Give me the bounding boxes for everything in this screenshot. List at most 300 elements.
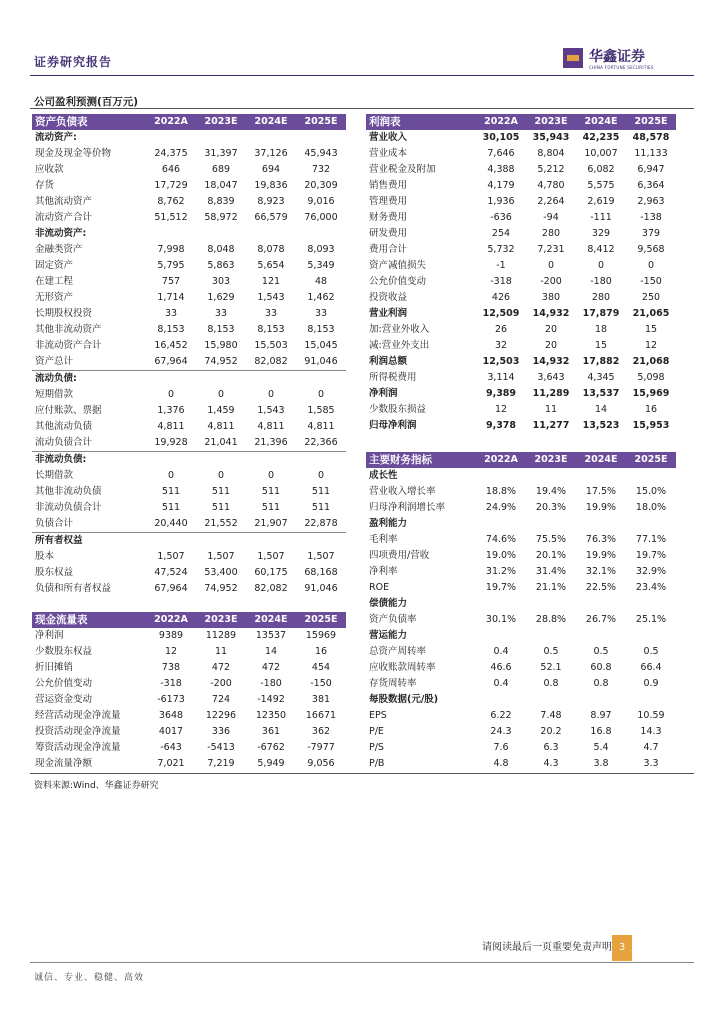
row-label: 总资产周转率 [369,646,427,657]
row-label: 营业收入增长率 [369,486,436,497]
logo-name-en: CHINA FORTUNE SECURITIES [589,65,654,70]
cell-value: 17,882 [582,356,620,367]
cell-value: 18.0% [635,502,667,513]
cell-value [296,371,346,388]
cell-value: 9,568 [637,244,665,255]
table-row [366,468,676,484]
cell-value: 4.7 [643,742,659,753]
cell-value [146,371,196,388]
cell-value: 380 [541,292,561,303]
row-label: 存货周转率 [369,678,417,689]
cell-value: 6.3 [543,742,559,753]
cell-value: 11,133 [634,148,668,159]
cell-value: 20,440 [154,518,188,529]
cell-value: 0 [267,389,275,400]
cell-value: 0.8 [593,678,609,689]
year-header: 2025E [296,114,346,130]
cell-value: 7,998 [157,244,185,255]
cell-value: -6762 [257,742,285,753]
cell-value [626,516,676,532]
cell-value [196,130,246,146]
cell-value: 12296 [205,710,237,721]
row-label: 应收账款周转率 [369,662,436,673]
cell-value: 15,969 [632,388,670,399]
cell-value: 8,153 [257,324,285,335]
table-row [32,740,346,756]
cell-value: -180 [590,276,612,287]
cell-value: 0 [317,389,325,400]
row-label: 现金流量净额 [35,758,93,769]
cell-value: 82,082 [254,583,288,594]
table-row [32,565,346,581]
cell-value: 454 [311,662,331,673]
company-motto: 诚信、专业、稳健、高效 [34,973,145,983]
row-label: 净利润 [35,630,64,641]
table-row [366,692,676,708]
cell-value [296,452,346,469]
cell-value: 23.4% [635,582,667,593]
cell-value [296,533,346,550]
cell-value: 121 [261,276,281,287]
table-row [366,178,676,194]
cell-value: -7977 [307,742,335,753]
table-title: 利润表 [366,114,476,130]
cell-value: 5,098 [637,372,665,383]
year-header: 2025E [296,612,346,628]
cell-value [476,692,526,708]
cell-value: 17.5% [585,486,617,497]
cell-value: 362 [311,726,331,737]
cell-value: 22.5% [585,582,617,593]
row-label: 财务费用 [369,212,408,223]
row-label: 所得税费用 [369,372,417,383]
cell-value: 7,231 [537,244,565,255]
cell-value: 66.4 [640,662,662,673]
row-label: 负债和所有者权益 [35,583,112,594]
cell-value: 28.8% [535,614,567,625]
cell-value: 8,412 [587,244,615,255]
row-label: 其他流动资产 [35,196,93,207]
cell-value: 66,579 [254,212,288,223]
cell-value: 8,093 [307,244,335,255]
cell-value: 14.3 [640,726,662,737]
cell-value: 14,932 [532,356,570,367]
cell-value: 11 [544,404,558,415]
cell-value: 250 [641,292,661,303]
cell-value: 91,046 [304,583,338,594]
cell-value: 3.3 [643,758,659,769]
cell-value: 724 [211,694,231,705]
row-label: 流动负债合计 [35,437,93,448]
year-header: 2024E [246,612,296,628]
cell-value: 22,366 [304,437,338,448]
cell-value: 5,349 [307,260,335,271]
cell-value: 254 [491,228,511,239]
cell-value [196,371,246,388]
table-row [366,564,676,580]
cell-value: 16 [314,646,328,657]
table-row [366,628,676,644]
table-row [32,242,346,258]
row-label: 其他流动负债 [35,421,93,432]
cell-value: 67,964 [154,583,188,594]
cell-value [626,692,676,708]
cell-value: -318 [160,678,182,689]
table-header-row [32,114,346,130]
cell-value: 0.5 [643,646,659,657]
table-row [366,500,676,516]
table-row [32,452,346,469]
row-label: ROE [369,582,390,593]
table-row [32,549,346,565]
cell-value: 21,552 [204,518,238,529]
cell-value: 68,168 [304,567,338,578]
row-label: 营运能力 [369,630,408,641]
cell-value: 4.8 [493,758,509,769]
cell-value: 24,375 [154,148,188,159]
row-label: 销售费用 [369,180,408,191]
row-label: 研发费用 [369,228,408,239]
cell-value: 4,811 [157,421,185,432]
table-row [32,226,346,242]
cell-value: 15,980 [204,340,238,351]
cell-value [476,628,526,644]
cell-value: 91,046 [304,356,338,367]
cell-value: 18,047 [204,180,238,191]
table-row [366,740,676,756]
cell-value [576,596,626,612]
cell-value: 16.8 [590,726,612,737]
company-logo [563,46,693,74]
cell-value: 738 [161,662,181,673]
cell-value: 7,021 [157,758,185,769]
cell-value: 0 [267,470,275,481]
cell-value: 19,836 [254,180,288,191]
cell-value: 32 [494,340,508,351]
cell-value: 77.1% [635,534,667,545]
cell-value: 20 [544,324,558,335]
row-label: 盈利能力 [369,518,408,529]
row-label: 股本 [35,551,55,562]
cell-value: 16671 [305,710,337,721]
row-label: 固定资产 [35,260,74,271]
cell-value: 15,045 [304,340,338,351]
row-label: 管理费用 [369,196,408,207]
row-label: 每股数据(元/股) [369,694,439,705]
cell-value: 17,879 [582,308,620,319]
cell-value: 16 [644,404,658,415]
row-label: P/S [369,742,384,753]
cell-value: 1,507 [207,551,235,562]
cell-value: 31,397 [204,148,238,159]
table-row [366,338,676,354]
row-label: 公允价值变动 [369,276,427,287]
cell-value: -138 [640,212,662,223]
row-label: 加:营业外收入 [369,324,430,335]
cell-value: 5.4 [593,742,609,753]
cell-value [476,468,526,484]
cell-value: 280 [591,292,611,303]
row-label: 少数股东损益 [369,404,427,415]
cell-value: 60.8 [590,662,612,673]
cell-value: 5,732 [487,244,515,255]
cell-value: -5413 [207,742,235,753]
year-header: 2024E [576,452,626,468]
page-caption: 公司盈利预测(百万元) [34,96,139,108]
cell-value: 45,943 [304,148,338,159]
table-row [32,660,346,676]
cell-value: 694 [261,164,281,175]
cell-value: 12,509 [482,308,520,319]
cell-value: 16,452 [154,340,188,351]
cell-value: 21,907 [254,518,288,529]
cell-value: 9,389 [485,388,517,399]
cell-value [246,371,296,388]
cell-value: 5,863 [207,260,235,271]
caption-divider [30,108,694,109]
cell-value: 46.6 [490,662,512,673]
table-row [366,306,676,322]
row-label: 其他非流动资产 [35,324,102,335]
row-label: 营业收入 [369,132,408,143]
cell-value: 9,378 [485,420,517,431]
cell-value: 0 [597,260,605,271]
row-label: 流动负债: [32,371,146,388]
cell-value: 1,459 [207,405,235,416]
table-row [32,178,346,194]
row-label: 应付账款、票据 [35,405,102,416]
cell-value: -6173 [157,694,185,705]
year-header: 2022A [476,452,526,468]
cell-value: 732 [311,164,331,175]
cell-value: 0.4 [493,678,509,689]
cell-value: 14 [264,646,278,657]
cell-value [296,130,346,146]
cell-value: 26 [494,324,508,335]
row-label: 投资活动现金净流量 [35,726,121,737]
year-header: 2023E [196,114,246,130]
cell-value [576,516,626,532]
cell-value: 0 [167,389,175,400]
cell-value: 0.4 [493,646,509,657]
row-label: EPS [369,710,387,721]
row-label: 净利润 [369,388,398,399]
cell-value: 12 [494,404,508,415]
cell-value [246,452,296,469]
cell-value: 5,575 [587,180,615,191]
cell-value: 8,923 [257,196,285,207]
cell-value: -1 [496,260,506,271]
cell-value [626,468,676,484]
cell-value: 20.2 [540,726,562,737]
year-header: 2022A [476,114,526,130]
year-header: 2022A [146,612,196,628]
cell-value [146,226,196,242]
row-label: 金融类资产 [35,244,83,255]
table-row [32,724,346,740]
table-row [366,532,676,548]
table-title: 现金流量表 [32,612,146,628]
cell-value: 19.0% [485,550,517,561]
cell-value: 15,953 [632,420,670,431]
row-label: 负债合计 [35,518,74,529]
year-header: 2023E [196,612,246,628]
cell-value: 7.48 [540,710,562,721]
disclaimer-link[interactable]: 请阅读最后一页重要免责声明 [482,942,612,953]
cell-value: 21,068 [632,356,670,367]
cell-value: 21.1% [535,582,567,593]
table-row [32,435,346,452]
table-row [32,210,346,226]
table-row [366,548,676,564]
cell-value: -180 [260,678,282,689]
row-label: 利润总额 [369,356,408,367]
financial-ratios-table [366,452,676,772]
row-label: 毛利率 [369,534,398,545]
row-label: 存货 [35,180,55,191]
cell-value: 0.5 [593,646,609,657]
cell-value [476,596,526,612]
cell-value: 20,309 [304,180,338,191]
cell-value [246,130,296,146]
cell-value: 7,646 [487,148,515,159]
table-row [366,146,676,162]
cell-value: 0.8 [543,678,559,689]
cell-value: 33 [214,308,228,319]
row-label: 营业成本 [369,148,408,159]
table-row [32,306,346,322]
cell-value: 14 [594,404,608,415]
cell-value: 1,507 [307,551,335,562]
cell-value: 280 [541,228,561,239]
row-label: 其他非流动负债 [35,486,102,497]
table-row [366,242,676,258]
table-row [366,210,676,226]
row-label: 减:营业外支出 [369,340,430,351]
cell-value: 4,780 [537,180,565,191]
cell-value: 24.9% [485,502,517,513]
cell-value: 511 [161,486,181,497]
cell-value: 689 [211,164,231,175]
cell-value: 30.1% [485,614,517,625]
table-header-row [366,114,676,130]
cell-value: 32.1% [585,566,617,577]
table-header-row [366,452,676,468]
cell-value: 11 [214,646,228,657]
year-header: 2024E [576,114,626,130]
table-row [32,628,346,644]
row-label: P/E [369,726,384,737]
table-row [32,371,346,388]
cell-value [146,452,196,469]
cell-value: 511 [261,486,281,497]
cell-value [196,226,246,242]
cell-value [526,516,576,532]
table-row [366,676,676,692]
cell-value: 15969 [305,630,337,641]
table-row [32,644,346,660]
cell-value: 13,537 [582,388,620,399]
cell-value: 3648 [158,710,184,721]
table-row [366,258,676,274]
row-label: 费用合计 [369,244,408,255]
cell-value: 646 [161,164,181,175]
row-label: 流动资产: [35,132,77,143]
cell-value: 22,878 [304,518,338,529]
table-row [32,322,346,338]
table-row [32,403,346,419]
row-label: 长期股权投资 [35,308,93,319]
income-statement-table [366,114,676,434]
table-row [32,500,346,516]
table-row [32,676,346,692]
cell-value [196,533,246,550]
table-row [32,194,346,210]
cell-value: 511 [311,486,331,497]
cell-value: 31.4% [535,566,567,577]
row-label: 少数股东权益 [35,646,93,657]
table-row [366,418,676,434]
cell-value: 31.2% [485,566,517,577]
year-header: 2022A [146,114,196,130]
cell-value: 76.3% [585,534,617,545]
page-number: 3 [612,935,632,961]
row-label: 归母净利润 [369,420,417,431]
cell-value: -150 [640,276,662,287]
table-title: 主要财务指标 [366,452,476,468]
cell-value: 4,388 [487,164,515,175]
cell-value: 511 [211,486,231,497]
cell-value: 58,972 [204,212,238,223]
cell-value: 3.8 [593,758,609,769]
table-row [32,468,346,484]
cell-value: 1,936 [487,196,515,207]
table-row [366,708,676,724]
cell-value: 5,795 [157,260,185,271]
cell-value: 381 [311,694,331,705]
table-row [366,756,676,772]
logo-name: 华鑫证券 [589,49,645,65]
cell-value: 20.1% [535,550,567,561]
table-row [366,484,676,500]
table-row [366,386,676,402]
cell-value: 18 [594,324,608,335]
cell-value: 6,082 [587,164,615,175]
cell-value: -200 [210,678,232,689]
cell-value: 9,016 [307,196,335,207]
report-header-title: 证券研究报告 [34,55,113,69]
cell-value: 472 [261,662,281,673]
cell-value: -94 [543,212,559,223]
table-row [366,724,676,740]
table-row [366,226,676,242]
header-divider [30,75,694,76]
cell-value: 32.9% [635,566,667,577]
cell-value: 6.22 [490,710,512,721]
cell-value: 74.6% [485,534,517,545]
cell-value: -150 [310,678,332,689]
cell-value: 19.4% [535,486,567,497]
cell-value: 20.3% [535,502,567,513]
cell-value [576,468,626,484]
cell-value: 33 [264,308,278,319]
row-label: 股东权益 [35,567,74,578]
table-row [32,708,346,724]
cell-value: 0 [167,470,175,481]
footer-divider [30,962,694,963]
cell-value [296,226,346,242]
cell-value: 9389 [158,630,184,641]
